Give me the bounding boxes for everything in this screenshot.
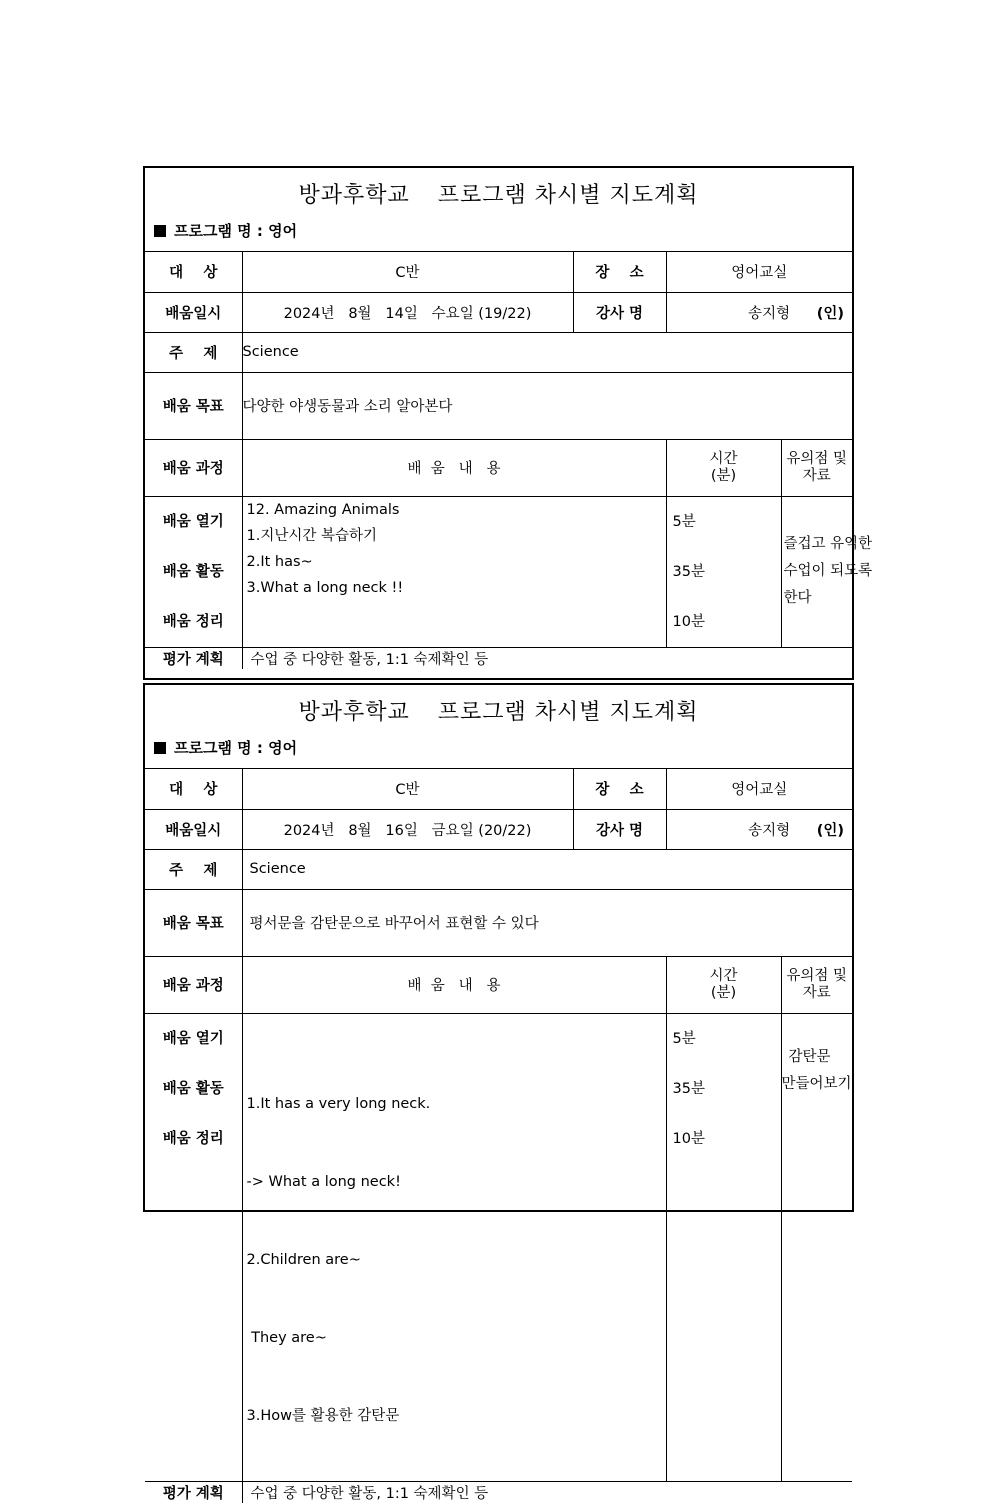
time-item: 5분 [672,513,696,530]
goal-label: 배움 목표 [145,889,242,956]
date-label: 배움일시 [145,809,242,849]
time-item: 10분 [672,613,705,630]
notes-cell [781,1013,852,1481]
lesson-plan-2 [143,683,854,1502]
title-part-a: 방과후학교 [298,700,410,725]
notes-header-line1: 유의점 및 [786,967,848,984]
notes-line: 즐겁고 유익한 [783,536,873,552]
notes-header [781,439,852,496]
content-header: 배 움 내 용 [242,439,666,496]
seal-mark: (인) [816,822,844,839]
content-line: 12. Amazing Animals [246,501,400,518]
target-label: 대 상 [145,769,242,809]
time-header [666,439,781,496]
black-square-icon [154,742,166,754]
target-label: 대 상 [145,252,242,292]
place-label: 장 소 [573,252,666,292]
time-item: 10분 [672,1130,705,1147]
goal-value: 다양한 야생동물과 소리 알아본다 [242,372,852,439]
content-line: 2.It has~ [246,553,313,570]
notes-header [781,956,852,1013]
program-label: 프로그램 명 : 영어 [174,222,298,240]
topic-label: 주 제 [145,849,242,889]
step-item: 배움 정리 [162,613,224,630]
eval-label: 평가 계획 [145,1481,242,1503]
date-value: 2024년 8월 16일 금요일 (20/22) [242,809,573,849]
place-value: 영어교실 [666,769,852,809]
notes-header-line2: 자료 [802,984,831,1001]
time-item: 35분 [672,563,705,580]
notes-line: 한다 [783,590,812,606]
goal-value: 평서문을 감탄문으로 바꾸어서 표현할 수 있다 [242,889,852,956]
page-title [145,685,852,726]
notes-line: 수업이 되도록 [783,563,873,579]
step-item: 배움 정리 [162,1130,224,1147]
content-line: 1.지난시간 복습하기 [246,527,377,544]
process-label: 배움 과정 [145,439,242,496]
lesson-plan-1 [143,166,873,680]
title-part-b: 프로그램 차시별 지도계획 [437,700,699,725]
step-item: 배움 활동 [162,563,224,580]
teacher-cell [666,292,852,332]
times-cell [666,496,781,647]
times-cell [666,1013,781,1481]
content-line: They are~ [246,1329,327,1346]
topic-label: 주 제 [145,332,242,372]
plan-table [145,769,852,1503]
place-label: 장 소 [573,769,666,809]
time-item: 35분 [672,1080,705,1097]
notes-line: 만들어보기 [781,1075,852,1092]
content-cell [242,496,666,647]
content-line: -> What a long neck! [246,1173,401,1190]
time-header-line1: 시간 [709,967,738,984]
teacher-value: 송지형 [748,305,791,322]
time-header-line1: 시간 [709,450,738,467]
notes-cell [781,496,873,647]
program-label: 프로그램 명 : 영어 [174,739,298,757]
title-part-b: 프로그램 차시별 지도계획 [437,183,699,208]
teacher-label: 강사 명 [573,292,666,332]
plan-header [145,168,852,252]
teacher-label: 강사 명 [573,809,666,849]
eval-value: 수업 중 다양한 활동, 1:1 숙제확인 등 [242,1481,852,1503]
seal-mark: (인) [816,305,844,322]
content-cell [242,1013,666,1481]
topic-value: Science [242,849,852,889]
notes-header-line2: 자료 [802,467,831,484]
eval-value: 수업 중 다양한 활동, 1:1 숙제확인 등 [242,647,852,669]
step-item: 배움 열기 [162,1030,224,1047]
time-header [666,956,781,1013]
content-line: 3.What a long neck !! [246,579,404,596]
process-label: 배움 과정 [145,956,242,1013]
teacher-value: 송지형 [748,822,791,839]
content-line: 3.How를 활용한 감탄문 [246,1407,400,1424]
steps-cell [145,1013,242,1481]
target-value: C반 [242,252,573,292]
plan-table [145,252,873,669]
content-line: 2.Children are~ [246,1251,361,1268]
title-part-a: 방과후학교 [298,183,410,208]
date-label: 배움일시 [145,292,242,332]
program-name [154,737,297,758]
target-value: C반 [242,769,573,809]
plan-header [145,685,852,769]
page-title [145,168,852,209]
time-header-line2: (분) [710,467,737,484]
black-square-icon [154,225,166,237]
notes-line: 감탄문 [788,1048,831,1065]
notes-header-line1: 유의점 및 [786,450,848,467]
step-item: 배움 열기 [162,513,224,530]
eval-label: 평가 계획 [145,647,242,669]
date-value: 2024년 8월 14일 수요일 (19/22) [242,292,573,332]
content-header: 배 움 내 용 [242,956,666,1013]
goal-label: 배움 목표 [145,372,242,439]
time-item: 5분 [672,1030,696,1047]
step-item: 배움 활동 [162,1080,224,1097]
teacher-cell [666,809,852,849]
content-line: 1.It has a very long neck. [246,1095,431,1112]
program-name [154,220,297,241]
steps-cell [145,496,242,647]
time-header-line2: (분) [710,984,737,1001]
topic-value: Science [242,332,852,372]
place-value: 영어교실 [666,252,852,292]
